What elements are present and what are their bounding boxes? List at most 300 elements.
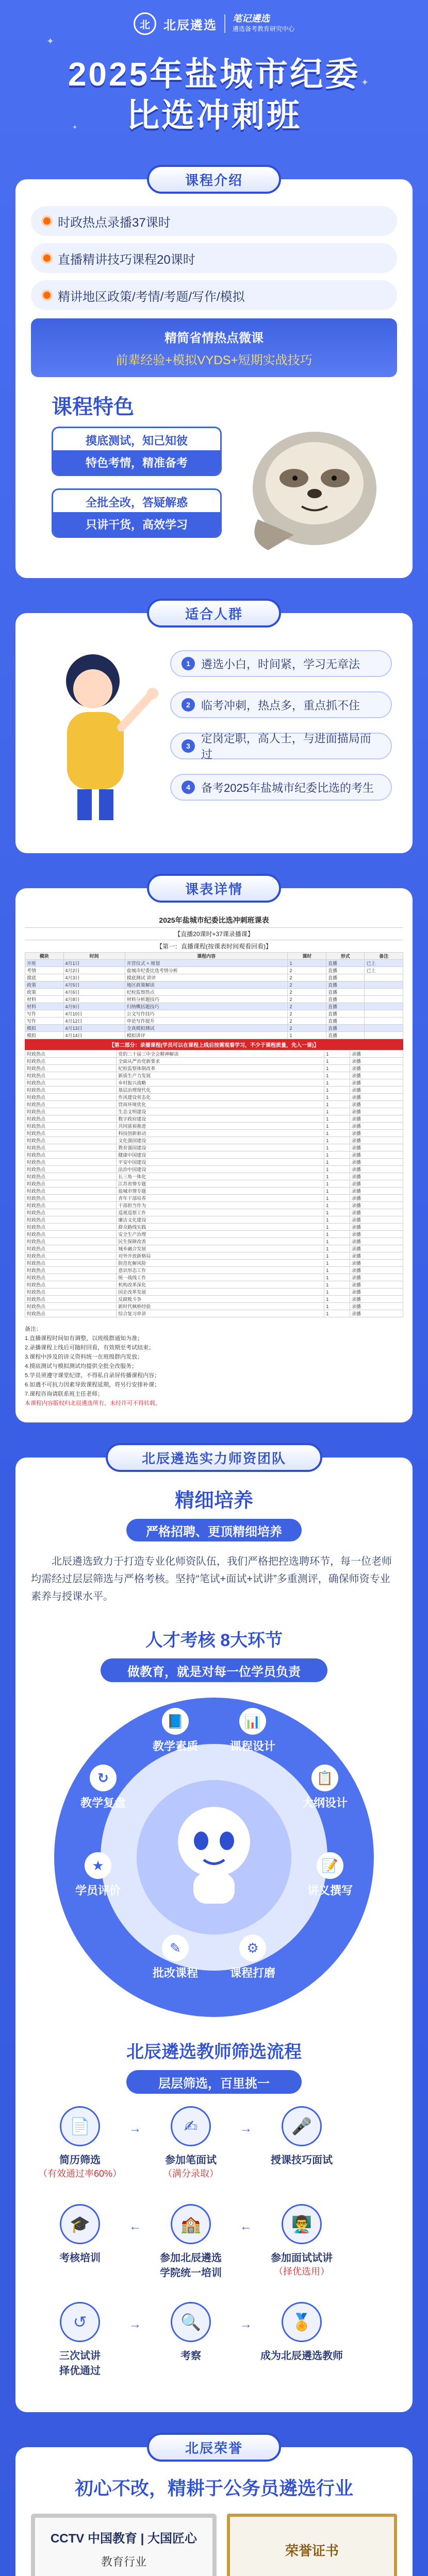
- table-header-cell: 课程内容: [125, 953, 288, 960]
- table-cell: 安全生产治理: [117, 1231, 324, 1238]
- plaque-year: 教育行业: [101, 2555, 146, 2568]
- ring-node-label: 课程打磨: [229, 1967, 275, 1979]
- table-row: [25, 1202, 403, 1209]
- sparkle-icon: ✦: [361, 77, 369, 88]
- table-cell: 平安中国建设: [117, 1159, 324, 1166]
- bullet-icon: [43, 255, 51, 262]
- partner-plaque: [31, 2514, 217, 2576]
- intro-card: [15, 179, 413, 578]
- table-cell: 模拟: [25, 1032, 64, 1039]
- table-cell: 录播: [350, 1267, 403, 1274]
- section-header-label: 课程介绍: [185, 172, 243, 188]
- note-line: 2.录播课程上线后可随时回看，有效期至考试结束；: [25, 1345, 155, 1351]
- table-cell: 纪检监察体制改革: [117, 1065, 324, 1072]
- table-cell: 数字政府建设: [117, 1115, 324, 1123]
- table-cell: 录播: [350, 1079, 403, 1087]
- table-cell: 共同富裕推进: [117, 1123, 324, 1130]
- table-cell: 1: [324, 1188, 350, 1195]
- table-cell: 时政热点: [25, 1079, 117, 1087]
- flow-step: [31, 2106, 129, 2180]
- tips-box: [31, 318, 397, 377]
- flow-step: [142, 2204, 240, 2279]
- ring-node: [297, 1765, 353, 1810]
- table-row: [25, 1296, 403, 1303]
- table-cell: 机构改革深化: [117, 1281, 324, 1289]
- brand-name: 北辰遴选: [163, 18, 217, 32]
- arrow-right-icon: →: [129, 2122, 141, 2136]
- table-row: [25, 1115, 403, 1123]
- table-row: [25, 967, 403, 974]
- table-row: [25, 1238, 403, 1245]
- suitable-area: [31, 640, 397, 836]
- table-cell: 群众路线实践: [117, 1224, 324, 1231]
- table-header-cell: 模块: [25, 953, 64, 960]
- selection-flow: [31, 2106, 397, 2395]
- table-cell: 1: [324, 1267, 350, 1274]
- table-cell: 1: [324, 1260, 350, 1267]
- table-cell: 时政热点: [25, 1180, 117, 1188]
- brand-logo-icon: 北: [134, 12, 156, 35]
- table-cell: 4月6日: [63, 989, 125, 996]
- table-cell: 录播: [350, 1050, 403, 1058]
- talent-title: 人才考核 8大环节: [145, 1631, 283, 1650]
- note-line: 5.学员须遵守课堂纪律，不得私自录屏传播课程内容；: [25, 1372, 160, 1379]
- table-cell: 党的二十届三中全会精神解读: [117, 1050, 324, 1058]
- table-row: [25, 1079, 403, 1087]
- table-cell: 时政热点: [25, 1260, 117, 1267]
- flow-step: [142, 2106, 240, 2180]
- plaque-org: CCTV 中国教育 | 大国匠心: [50, 2532, 197, 2546]
- table-cell: 录播: [350, 1231, 403, 1238]
- table-cell: 已上: [365, 967, 403, 974]
- table-cell: 作风建设常态化: [117, 1094, 324, 1101]
- divider: [224, 14, 225, 33]
- schedule-table-wrap: [25, 913, 403, 1317]
- table-cell: 1: [324, 1231, 350, 1238]
- flow-step-label: 参加笔面试: [165, 2155, 217, 2166]
- feature-area: [31, 391, 397, 561]
- brand-bar: [0, 12, 428, 35]
- ring-node: [224, 1708, 281, 1754]
- suitable-item-label: 临考冲刺，热点多，重点抓不住: [201, 699, 360, 712]
- interview-icon: 🎤: [282, 2106, 322, 2146]
- table-cell: 录播: [350, 1224, 403, 1231]
- table-cell: 4月14日: [63, 1032, 125, 1039]
- ring-node-label: 教学复盘: [80, 1797, 126, 1809]
- table-row: [25, 1010, 403, 1018]
- table-cell: 2: [288, 989, 326, 996]
- flow-step-note: 择优通过: [59, 2365, 101, 2377]
- ring-node: [147, 1935, 204, 1980]
- table-cell: 纪检监察热点: [125, 989, 288, 996]
- intro-item: [31, 206, 397, 236]
- talent-sub: 做教育，就是对每一位学员负责: [101, 1658, 327, 1682]
- flow-step-label: 三次试讲: [59, 2350, 101, 2362]
- table-cell: 2: [288, 981, 326, 989]
- talent-ring-diagram: [54, 1698, 374, 2017]
- table-cell: 录播: [350, 1130, 403, 1137]
- sloth-mascot-icon: [237, 401, 392, 555]
- flow-step-label: 考核培训: [59, 2252, 101, 2264]
- table-cell: 4月5日: [63, 981, 125, 989]
- note-line: 7.课程咨询请联系班主任老师；: [25, 1391, 104, 1397]
- table-cell: 防范化解风险: [117, 1260, 324, 1267]
- table-cell: 录播: [350, 1058, 403, 1065]
- table-cell: 教育强国建设: [117, 1144, 324, 1151]
- flow-step-label: 参加面试试讲: [271, 2252, 333, 2264]
- section-header-honor: [147, 2433, 281, 2462]
- pen-icon: ✎: [162, 1935, 189, 1961]
- arrow-left-icon: ←: [240, 2219, 252, 2233]
- table-cell: 1: [288, 1032, 326, 1039]
- table-cell: 1: [324, 1173, 350, 1180]
- table-cell: 公文写作技巧: [125, 1010, 288, 1018]
- table-cell: 文化强国建设: [117, 1137, 324, 1144]
- bullet-icon: [43, 217, 51, 225]
- table-cell: 1: [324, 1209, 350, 1216]
- table-cell: 时政热点: [25, 1144, 117, 1151]
- flow-step: [253, 2106, 351, 2166]
- table-cell: 直播: [326, 960, 365, 967]
- table-cell: 1: [324, 1050, 350, 1058]
- table-cell: 1: [288, 960, 326, 967]
- table-row: [25, 974, 403, 981]
- arrow-left-icon: ←: [129, 2219, 141, 2233]
- schedule-section: [0, 874, 428, 1422]
- table-cell: 已上: [365, 960, 403, 967]
- brand-sub-title: 笔记遴选: [232, 13, 270, 24]
- table-cell: 录播: [350, 1173, 403, 1180]
- table-cell: 1: [324, 1224, 350, 1231]
- table-cell: 录播: [350, 1180, 403, 1188]
- table-cell: 时政热点: [25, 1130, 117, 1137]
- flow-step-label: 考察: [180, 2350, 201, 2362]
- brand-subtitle: [233, 14, 294, 33]
- table-cell: 生态文明建设: [117, 1108, 324, 1115]
- table-cell: 1: [324, 1180, 350, 1188]
- table-row: [25, 981, 403, 989]
- table-cell: 盐城市纪委比选考情分析: [125, 967, 288, 974]
- table-cell: 2: [288, 967, 326, 974]
- honor-card-panel: [15, 2447, 413, 2576]
- repeat-icon: ↺: [60, 2302, 100, 2342]
- table-row: [25, 1231, 403, 1238]
- table-cell: 2: [288, 1018, 326, 1025]
- training-icon: 🎓: [60, 2204, 100, 2244]
- feature-bottom: 只讲干货，高效学习: [53, 512, 220, 536]
- table-cell: 录播: [350, 1289, 403, 1296]
- table-cell: 健康中国建设: [117, 1151, 324, 1159]
- table-cell: 录播: [350, 1281, 403, 1289]
- table-cell: 1: [324, 1289, 350, 1296]
- table-cell: 录播: [350, 1123, 403, 1130]
- ring-node: [147, 1708, 204, 1754]
- table-cell: 录播: [350, 1238, 403, 1245]
- table-cell: 时政热点: [25, 1188, 117, 1195]
- section-header-team: [106, 1443, 322, 1472]
- table-cell: 时政热点: [25, 1115, 117, 1123]
- ring-node-label: 大纲设计: [302, 1797, 348, 1809]
- section-header-label: 适合人群: [185, 606, 243, 622]
- schedule-title: 2025年盐城市纪委比选冲刺班课表: [159, 916, 269, 924]
- table-cell: 开班: [25, 960, 64, 967]
- feature-box: [52, 488, 222, 538]
- certificate: [227, 2514, 397, 2576]
- flow-step: [31, 2302, 129, 2377]
- table-cell: 1: [324, 1166, 350, 1173]
- table-cell: 时政热点: [25, 1274, 117, 1281]
- suitable-item: [170, 650, 392, 677]
- brand-sub-line: 遴选备考教育研究中心: [232, 25, 294, 32]
- flow-title: 北辰遴选教师筛选流程: [126, 2042, 302, 2062]
- intro-item: [31, 280, 397, 310]
- resume-icon: 📄: [60, 2106, 100, 2146]
- hero-title-line1: 2025年盐城市纪委: [68, 56, 360, 93]
- school-icon: 🏫: [171, 2204, 211, 2244]
- table-cell: 1: [324, 1123, 350, 1130]
- table-cell: 城乡融合发展: [117, 1245, 324, 1252]
- table-row: [25, 1173, 403, 1180]
- tips-line2: 前辈经验+模拟VYDS+短期实战技巧: [116, 353, 312, 367]
- table-cell: 1: [324, 1310, 350, 1317]
- schedule-notes: [25, 1325, 403, 1408]
- table-cell: 时政热点: [25, 1238, 117, 1245]
- table-row: [25, 1032, 403, 1039]
- table-cell: 录播: [350, 1166, 403, 1173]
- table-cell: 录播: [350, 1209, 403, 1216]
- feature-bottom: 特色考情，精准备考: [53, 450, 220, 474]
- suitable-item-label: 备考2025年盐城市纪委比选的考生: [201, 781, 374, 794]
- table-cell: 2: [288, 1003, 326, 1010]
- table-cell: 时政热点: [25, 1058, 117, 1065]
- table-row: [25, 1130, 403, 1137]
- table-row: [25, 1072, 403, 1079]
- table-cell: 江苏省情专题: [117, 1180, 324, 1188]
- ring-node-label: 讲义撰写: [307, 1884, 353, 1897]
- table-cell: 科技创新驱动: [117, 1130, 324, 1137]
- table-cell: 考情: [25, 967, 64, 974]
- note-line: 3.课程中涉及的讲义资料统一在班级群内发放；: [25, 1354, 143, 1360]
- table-cell: 写作: [25, 1010, 64, 1018]
- table-cell: 反腐败斗争: [117, 1296, 324, 1303]
- table-cell: 1: [324, 1245, 350, 1252]
- table-row: [25, 989, 403, 996]
- table-cell: 政策: [25, 981, 64, 989]
- intro-item-label: 时政热点录播37课时: [58, 215, 171, 230]
- table-cell: 1: [324, 1137, 350, 1144]
- table-cell: 时政热点: [25, 1173, 117, 1180]
- table-cell: 4月13日: [63, 1025, 125, 1032]
- table-cell: 开营仪式 + 规划: [125, 960, 288, 967]
- table-header-cell: 课时: [288, 953, 326, 960]
- table-row: [25, 1195, 403, 1202]
- table-cell: 对外开放新格局: [117, 1252, 324, 1260]
- team-section: [0, 1443, 428, 2412]
- table-cell: 时政热点: [25, 1245, 117, 1252]
- table-row: [25, 960, 403, 967]
- intro-item-label: 精讲地区政策/考情/考题/写作/模拟: [58, 290, 245, 304]
- table-cell: 录播: [350, 1303, 403, 1310]
- table-cell: 4月3日: [63, 974, 125, 981]
- table-cell: 录播: [350, 1274, 403, 1281]
- intro-item: [31, 243, 397, 273]
- table-cell: 青年干部培养: [117, 1195, 324, 1202]
- star-icon: ★: [85, 1852, 111, 1879]
- honor-section: [0, 2433, 428, 2576]
- table-row: [25, 1123, 403, 1130]
- table-cell: 材料: [25, 996, 64, 1003]
- tips-line1: 精简省情热点微课: [164, 331, 264, 345]
- table-cell: 2: [288, 1010, 326, 1018]
- teacher-badge-icon: 🏅: [282, 2302, 322, 2342]
- table-cell: 录播: [350, 1144, 403, 1151]
- table-cell: 1: [324, 1281, 350, 1289]
- table-row: [25, 1303, 403, 1310]
- table-cell: 1: [324, 1159, 350, 1166]
- table-cell: 廉洁文化建设: [117, 1216, 324, 1224]
- team-pill: 严格招聘、更顶精细培养: [126, 1519, 302, 1541]
- flow-sub: 层层筛选，百里挑一: [126, 2070, 302, 2094]
- table-cell: 基层治理现代化: [117, 1087, 324, 1094]
- table-cell: 申论写作提升: [125, 1018, 288, 1025]
- table-cell: 时政热点: [25, 1202, 117, 1209]
- suitable-card: [15, 613, 413, 853]
- table-cell: 1: [324, 1058, 350, 1065]
- recorded-schedule-table: [25, 1050, 403, 1317]
- review-icon: ↻: [90, 1765, 117, 1791]
- table-row: [25, 1144, 403, 1151]
- table-cell: 录播: [350, 1159, 403, 1166]
- sparkle-icon: ✦: [72, 124, 78, 131]
- table-cell: 录播: [350, 1151, 403, 1159]
- table-row: [25, 1159, 403, 1166]
- table-cell: 新时代枫桥经验: [117, 1303, 324, 1310]
- hero-title: [0, 54, 428, 136]
- table-row: [25, 1267, 403, 1274]
- section-header-schedule: [147, 874, 281, 903]
- table-cell: 综合复习串讲: [117, 1310, 324, 1317]
- arrow-right-icon: →: [129, 2317, 141, 2331]
- table-cell: 时政热点: [25, 1159, 117, 1166]
- lecture-icon: 👨‍🏫: [282, 2204, 322, 2244]
- table-cell: 1: [324, 1079, 350, 1087]
- table-cell: 直播: [326, 1003, 365, 1010]
- table-cell: 新质生产力发展: [117, 1072, 324, 1079]
- table-cell: 模拟讲评: [125, 1032, 288, 1039]
- table-cell: 4月2日: [63, 967, 125, 974]
- table-row: [25, 1260, 403, 1267]
- intro-section: [0, 165, 428, 578]
- table-cell: [365, 981, 403, 989]
- table-cell: 时政热点: [25, 1137, 117, 1144]
- hero-title-line2: 比选冲刺班: [126, 97, 302, 134]
- table-cell: 时政热点: [25, 1252, 117, 1260]
- suitable-item: [170, 691, 392, 718]
- table-cell: 意识形态工作: [117, 1267, 324, 1274]
- table-header-cell: 备注: [365, 953, 403, 960]
- table-cell: 录播: [350, 1101, 403, 1108]
- notes-title: 备注：: [25, 1326, 42, 1332]
- table-cell: 全面从严治党新要求: [117, 1058, 324, 1065]
- flow-step-note: （有效通过率60%）: [38, 2168, 122, 2179]
- table-cell: 直播: [326, 1018, 365, 1025]
- table-row: [25, 996, 403, 1003]
- number-badge: 4: [182, 781, 195, 794]
- presentation-icon: 📊: [239, 1708, 266, 1735]
- table-cell: 乡村振兴战略: [117, 1079, 324, 1087]
- table-row: [25, 1224, 403, 1231]
- table-cell: 时政热点: [25, 1101, 117, 1108]
- note-line: 4.摸底测试与模拟测试均提供全批全改服务；: [25, 1363, 138, 1369]
- recorded-band: 【第二部分：录播课程(学员可以在课程上线后按需观看学习，不少于课程质量，先入一课)】: [25, 1039, 403, 1050]
- ring-node-label: 学员评价: [75, 1884, 121, 1897]
- table-cell: [365, 1003, 403, 1010]
- hero-banner: [0, 0, 428, 165]
- table-cell: 1: [324, 1238, 350, 1245]
- flow-step-label: 参加北辰遴选: [160, 2252, 222, 2264]
- section-header-label: 北辰荣誉: [185, 2440, 243, 2456]
- suitable-section: [0, 599, 428, 853]
- table-cell: 时政热点: [25, 1094, 117, 1101]
- table-cell: 录播: [350, 1216, 403, 1224]
- table-row: [25, 1245, 403, 1252]
- document-icon: 📝: [317, 1852, 343, 1879]
- table-cell: 民生保障改善: [117, 1238, 324, 1245]
- certificate-label: 荣誉证书: [285, 2543, 339, 2558]
- table-cell: 巡视巡察工作: [117, 1209, 324, 1216]
- table-cell: [365, 1010, 403, 1018]
- section-header-label: 课表详情: [185, 881, 243, 897]
- intro-item-label: 直播精讲技巧课程20课时: [58, 252, 195, 267]
- table-cell: [365, 1032, 403, 1039]
- flow-step-note: （择优选用）: [274, 2266, 330, 2277]
- schedule-sub1: 【直播20课时+37课录播课】: [25, 927, 403, 940]
- flow-step-label: 授课技巧面试: [271, 2155, 333, 2166]
- table-cell: 直播: [326, 1032, 365, 1039]
- table-cell: 1: [324, 1296, 350, 1303]
- ring-node: [302, 1852, 358, 1898]
- schedule-sub2: 【第一：直播课程(按课表时间观看回看)】: [25, 940, 403, 952]
- table-cell: 1: [324, 1087, 350, 1094]
- suitable-item-label: 遴选小白，时间紧，学习无章法: [201, 657, 360, 671]
- table-cell: 1: [324, 1108, 350, 1115]
- team-card: [15, 1458, 413, 2412]
- table-header-cell: 时间: [63, 953, 125, 960]
- table-cell: 时政热点: [25, 1216, 117, 1224]
- flow-step-label: 简历筛选: [59, 2155, 101, 2166]
- suitable-item-label: 定岗定职，高人士，与进面描局而过: [201, 732, 371, 761]
- table-cell: 直播: [326, 996, 365, 1003]
- table-cell: 1: [324, 1065, 350, 1072]
- table-row: [25, 1209, 403, 1216]
- table-row: [25, 1274, 403, 1281]
- table-cell: 录播: [350, 1202, 403, 1209]
- ring-node-label: 教学素质: [152, 1740, 198, 1753]
- table-cell: [365, 1025, 403, 1032]
- table-cell: 录播: [350, 1296, 403, 1303]
- table-cell: 录播: [350, 1087, 403, 1094]
- section-header-intro: [147, 165, 281, 194]
- table-row: [25, 1025, 403, 1032]
- table-cell: 国企改革发展: [117, 1289, 324, 1296]
- team-paragraph: 北辰遴选致力于打造专业化师资队伍，我们严格把控选聘环节，每一位老师均需经过层层筛选与严格考核。坚持“笔试+面试+试讲”多重测评，确保师资专业素养与授课水平。: [31, 1556, 392, 1602]
- ring-node-label: 课程设计: [229, 1740, 275, 1753]
- table-cell: 1: [324, 1252, 350, 1260]
- table-cell: 1: [324, 1115, 350, 1123]
- table-cell: 长三角一体化: [117, 1173, 324, 1180]
- table-cell: 录播: [350, 1094, 403, 1101]
- table-cell: 时政热点: [25, 1231, 117, 1238]
